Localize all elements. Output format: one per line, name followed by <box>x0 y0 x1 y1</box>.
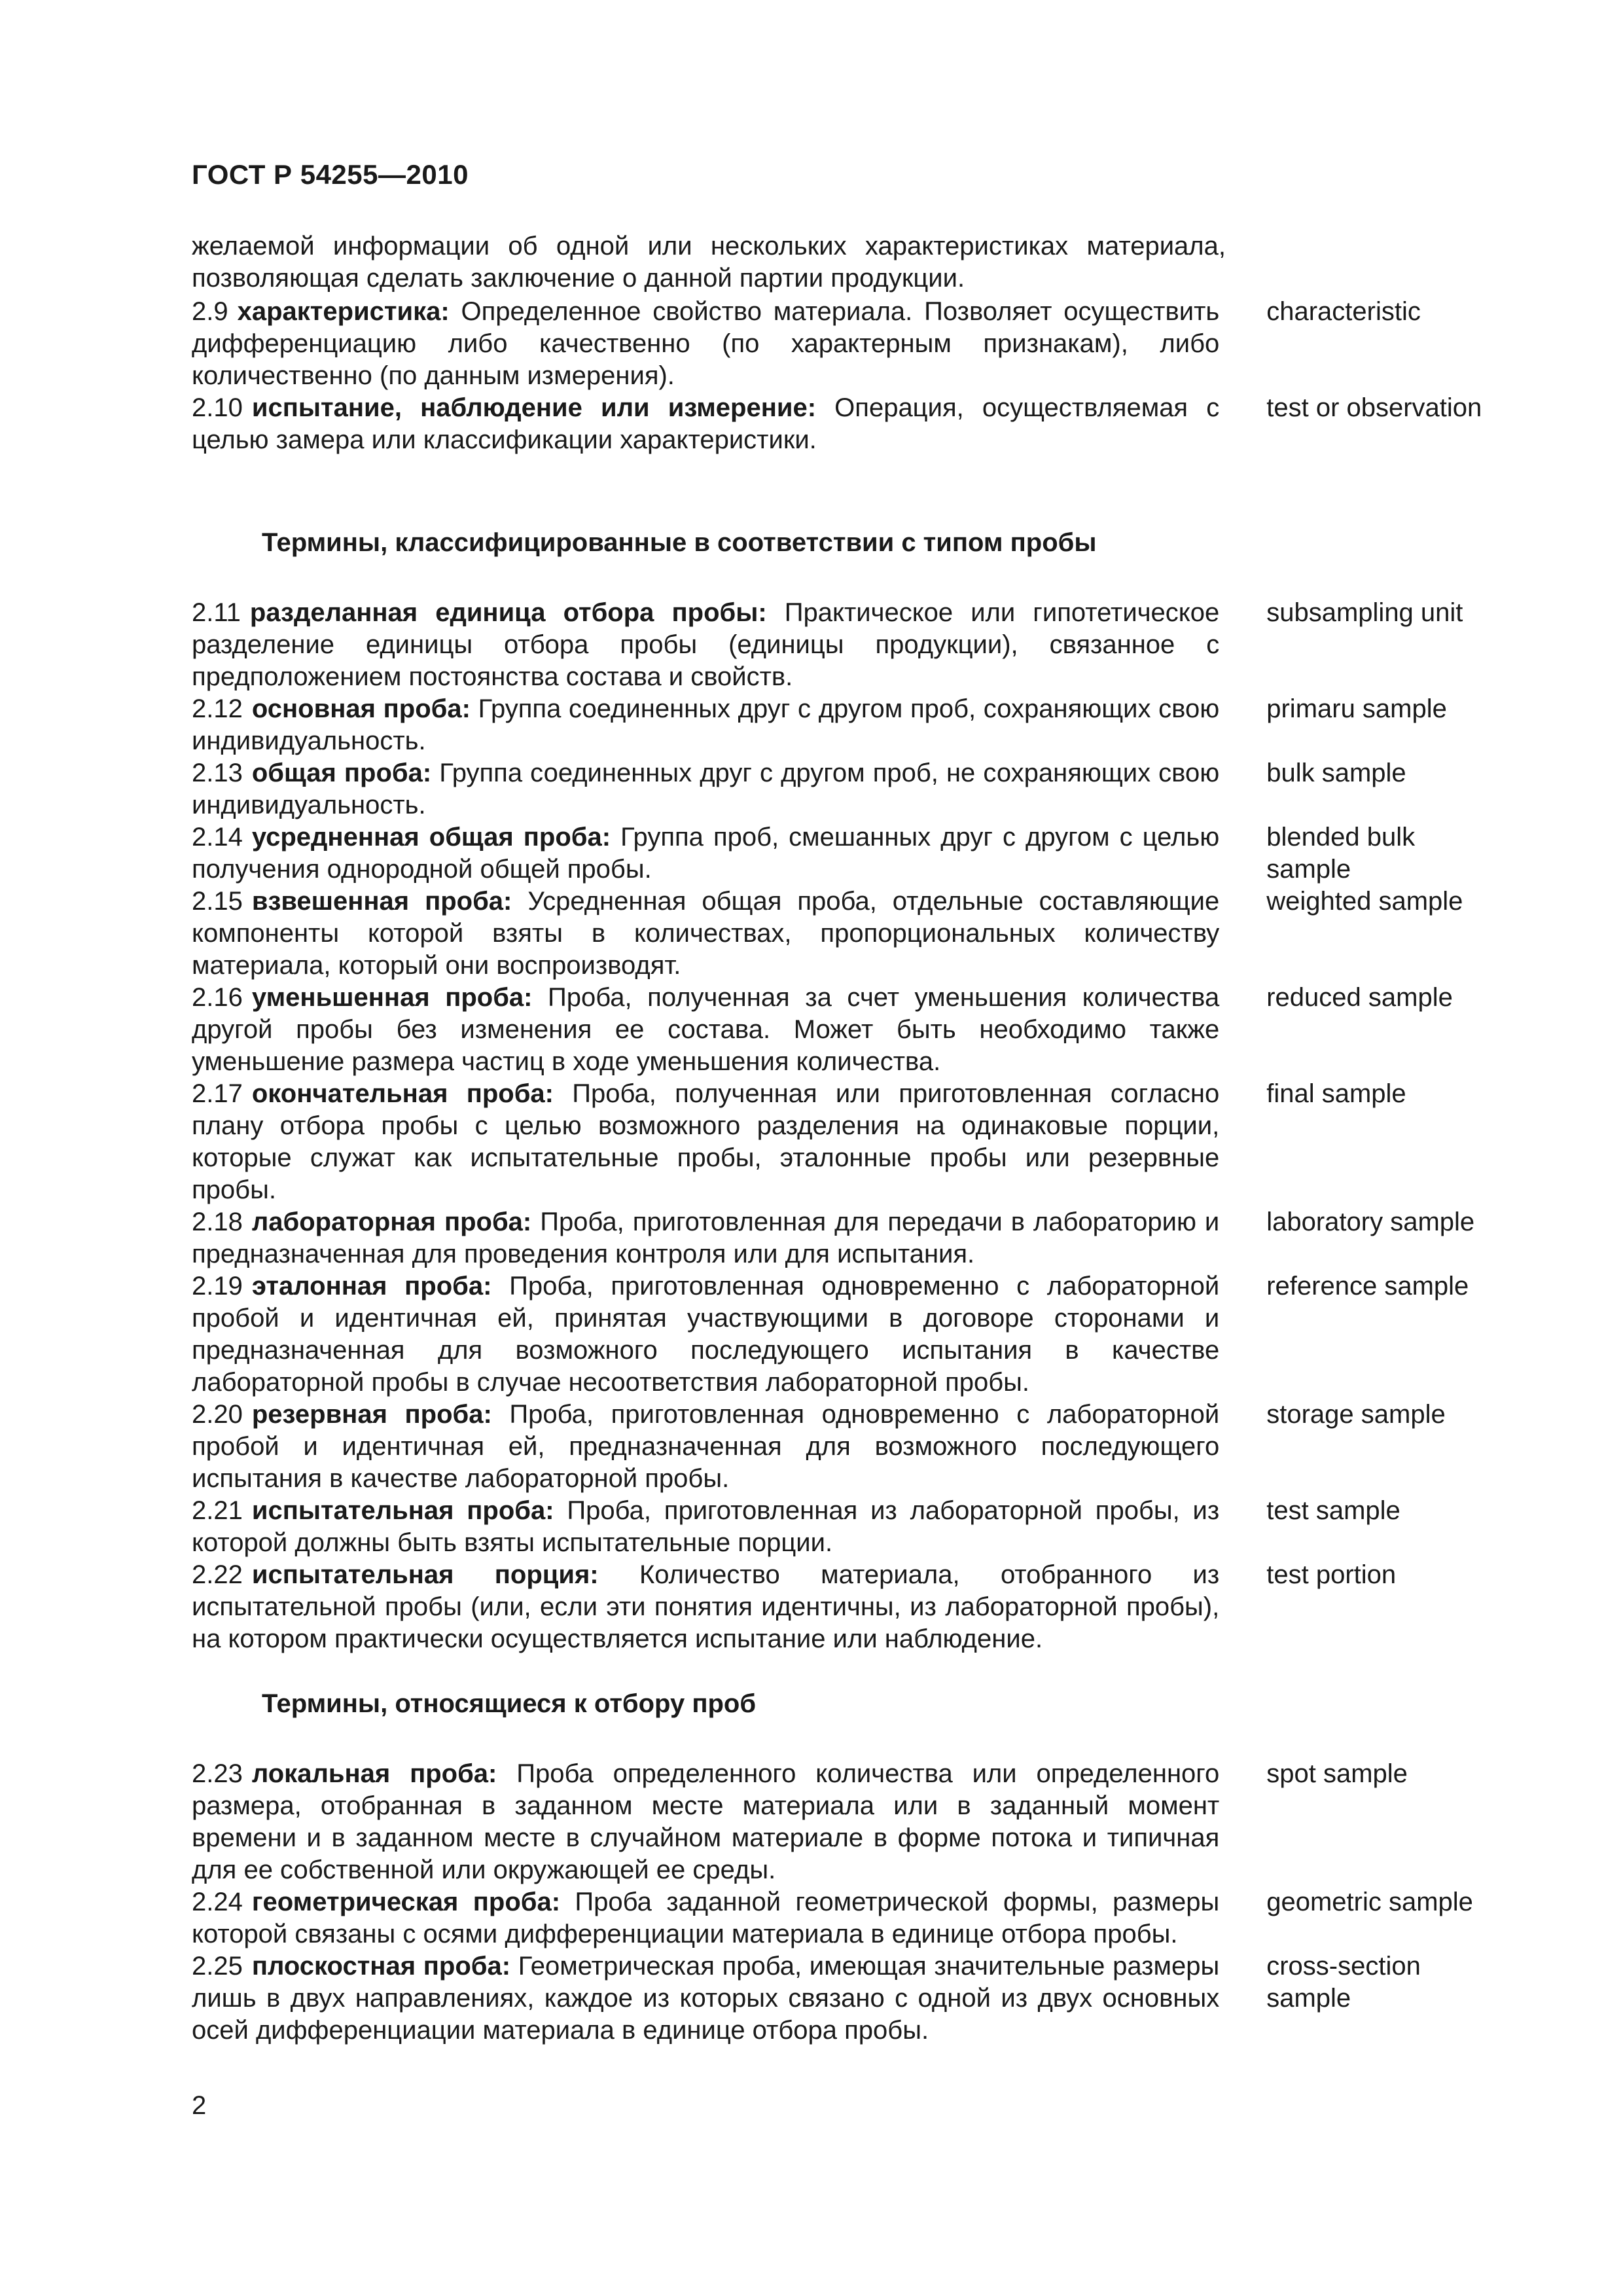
term-number: 2.22 <box>192 1560 243 1589</box>
english-equivalent: laboratory sample <box>1266 1208 1475 1236</box>
term-number: 2.20 <box>192 1400 243 1429</box>
term-number: 2.14 <box>192 823 243 852</box>
term-name: основная проба: <box>251 694 471 723</box>
term-entry <box>192 1078 1501 1206</box>
term-number: 2.25 <box>192 1952 243 1981</box>
english-equivalent: weighted sample <box>1266 887 1463 916</box>
english-equivalent: subsampling unit <box>1266 598 1463 627</box>
term-list-sample-types <box>192 597 1501 1655</box>
term-definition <box>192 1206 1219 1270</box>
term-name: разделанная единица отбора пробы: <box>249 598 767 627</box>
term-definition <box>192 1270 1219 1399</box>
term-definition <box>192 1078 1219 1206</box>
english-equivalent: reference sample <box>1266 1272 1469 1300</box>
english-equivalent: reduced sample <box>1266 983 1453 1012</box>
term-number: 2.16 <box>192 983 243 1012</box>
term-definition-text: Проба, приготовленная для передачи в лабораторию и предназначенная для проведения контроля или для испытания. <box>192 1208 1220 1268</box>
term-name: резервная проба: <box>251 1400 492 1429</box>
english-equivalent: test portion <box>1266 1560 1397 1589</box>
term-number: 2.21 <box>192 1496 243 1525</box>
document-header: ГОСТ Р 54255—2010 <box>192 159 469 190</box>
term-entry <box>192 1886 1501 1950</box>
term-entry <box>192 392 1501 456</box>
term-definition <box>192 757 1219 821</box>
english-equivalent: bulk sample <box>1266 759 1406 787</box>
term-definition-text: Количество материала, отобранного из испытательной пробы (или, если эти понятия идентичны, из лабораторной пробы), на котором практически осуществляется испытание или наблюдение. <box>192 1560 1220 1653</box>
term-definition-text: Проба заданной геометрической формы, размеры которой связаны с осями дифференциации материала в единице отбора пробы. <box>192 1888 1220 1948</box>
section-heading-sample-types: Термины, классифицированные в соответствии с типом пробы <box>262 528 1097 557</box>
term-number: 2.11 <box>192 598 241 627</box>
continuation-paragraph <box>192 230 1501 295</box>
term-definition <box>192 296 1219 392</box>
term-name: эталонная проба: <box>251 1272 492 1300</box>
term-entry <box>192 1950 1501 2047</box>
term-definition <box>192 982 1219 1078</box>
term-definition <box>192 1950 1219 2047</box>
term-definition-text: Проба, приготовленная одновременно с лабораторной пробой и идентичная ей, принятая участвующими в договоре сторонами и предназначенная для возможного последующего испытания в качестве лабораторной пробы в случае несоответствия лабораторной пробы. <box>192 1272 1220 1397</box>
term-entry <box>192 982 1501 1078</box>
term-entry <box>192 1399 1501 1495</box>
term-entry <box>192 1559 1501 1655</box>
english-equivalent: geometric sample <box>1266 1888 1473 1916</box>
term-name: взвешенная проба: <box>251 887 512 916</box>
term-definition <box>192 1399 1219 1495</box>
term-number: 2.15 <box>192 887 243 916</box>
term-list-general <box>192 296 1501 456</box>
english-equivalent: final sample <box>1266 1079 1406 1108</box>
term-name: характеристика: <box>237 297 450 326</box>
term-definition <box>192 821 1219 886</box>
term-definition <box>192 886 1219 982</box>
term-definition-text: Определенное свойство материала. Позволяет осуществить дифференциацию либо качественно (по характерным признакам), либо количественно (по данным измерения). <box>192 297 1220 390</box>
term-name: локальная проба: <box>251 1759 497 1788</box>
document-body <box>192 230 1501 2047</box>
term-definition-text: Проба, полученная или приготовленная согласно плану отбора пробы с целью возможного разделения на одинаковые порции, которые служат как испытательные пробы, эталонные пробы или резервные пробы. <box>192 1079 1220 1204</box>
term-entry <box>192 1206 1501 1270</box>
term-list-sampling <box>192 1758 1501 2047</box>
page-number: 2 <box>192 2091 207 2120</box>
term-name: плоскостная проба: <box>251 1952 511 1981</box>
english-equivalent: test or observation <box>1266 393 1482 422</box>
term-definition-text: Усредненная общая проба, отдельные составляющие компоненты которой взяты в количествах, пропорциональных количеству материала, который они воспроизводят. <box>192 887 1220 980</box>
section-heading-sampling: Термины, относящиеся к отбору проб <box>262 1689 757 1718</box>
term-name: уменьшенная проба: <box>251 983 533 1012</box>
term-definition-text: Проба определенного количества или определенного размера, отобранная в заданном месте материала или в заданный момент времени и в заданном месте в случайном материале в форме потока и типичная для ее собственной или окружающей ее среды. <box>192 1759 1220 1884</box>
term-definition-text: Проба, полученная за счет уменьшения количества другой пробы без изменения ее состава. Может быть необходимо также уменьшение размера частиц в ходе уменьшения количества. <box>192 983 1220 1076</box>
term-entry <box>192 1758 1501 1886</box>
term-entry <box>192 1495 1501 1559</box>
term-name: испытание, наблюдение или измерение: <box>251 393 817 422</box>
term-entry <box>192 757 1501 821</box>
term-definition <box>192 392 1219 456</box>
term-number: 2.9 <box>192 297 228 326</box>
english-equivalent: blended bulk sample <box>1266 823 1416 884</box>
term-definition <box>192 693 1219 757</box>
english-equivalent: test sample <box>1266 1496 1400 1525</box>
english-equivalent: spot sample <box>1266 1759 1408 1788</box>
english-equivalent: storage sample <box>1266 1400 1446 1429</box>
term-name: испытательная порция: <box>251 1560 599 1589</box>
english-equivalent: characteristic <box>1266 297 1421 326</box>
term-entry <box>192 1270 1501 1399</box>
term-entry <box>192 597 1501 693</box>
term-number: 2.12 <box>192 694 243 723</box>
term-definition <box>192 1886 1219 1950</box>
term-definition <box>192 1495 1219 1559</box>
english-equivalent: cross-section sample <box>1266 1952 1421 2013</box>
term-definition-text: Операция, осуществляемая с целью замера или классификации характеристики. <box>192 393 1220 454</box>
term-name: испытательная проба: <box>251 1496 554 1525</box>
term-definition-text: Практическое или гипотетическое разделение единицы отбора пробы (единицы продукции), связанное с предположением постоянства состава и свойств. <box>192 598 1220 691</box>
continuation-text: желаемой информации об одной или нескольких характеристиках материала, позволяющая сделать заключение о данной партии продукции. <box>192 232 1226 293</box>
term-number: 2.17 <box>192 1079 243 1108</box>
term-definition-text: Группа соединенных друг с другом проб, не сохраняющих свою индивидуальность. <box>192 759 1220 819</box>
term-name: лабораторная проба: <box>251 1208 532 1236</box>
term-definition-text: Геометрическая проба, имеющая значительные размеры лишь в двух направлениях, каждое из которых связано с одной из двух основных осей дифференциации материала в единице отбора пробы. <box>192 1952 1220 2045</box>
term-number: 2.10 <box>192 393 243 422</box>
term-definition-text: Проба, приготовленная одновременно с лабораторной пробой и идентичная ей, предназначенная для возможного последующего испытания в качестве лабораторной пробы. <box>192 1400 1220 1493</box>
term-number: 2.19 <box>192 1272 243 1300</box>
term-number: 2.23 <box>192 1759 243 1788</box>
term-name: общая проба: <box>251 759 432 787</box>
term-definition-text: Группа соединенных друг с другом проб, сохраняющих свою индивидуальность. <box>192 694 1220 755</box>
term-name: усредненная общая проба: <box>251 823 611 852</box>
term-name: геометрическая проба: <box>251 1888 561 1916</box>
term-definition-text: Группа проб, смешанных друг с другом с целью получения однородной общей пробы. <box>192 823 1220 884</box>
term-entry <box>192 821 1501 886</box>
term-number: 2.24 <box>192 1888 243 1916</box>
term-entry <box>192 693 1501 757</box>
term-definition <box>192 1559 1219 1655</box>
term-definition <box>192 597 1219 693</box>
term-definition <box>192 1758 1219 1886</box>
english-equivalent: primaru sample <box>1266 694 1447 723</box>
term-entry <box>192 886 1501 982</box>
term-entry <box>192 296 1501 392</box>
term-number: 2.18 <box>192 1208 243 1236</box>
term-definition-text: Проба, приготовленная из лабораторной пробы, из которой должны быть взяты испытательные порции. <box>192 1496 1220 1557</box>
term-name: окончательная проба: <box>251 1079 554 1108</box>
term-number: 2.13 <box>192 759 243 787</box>
